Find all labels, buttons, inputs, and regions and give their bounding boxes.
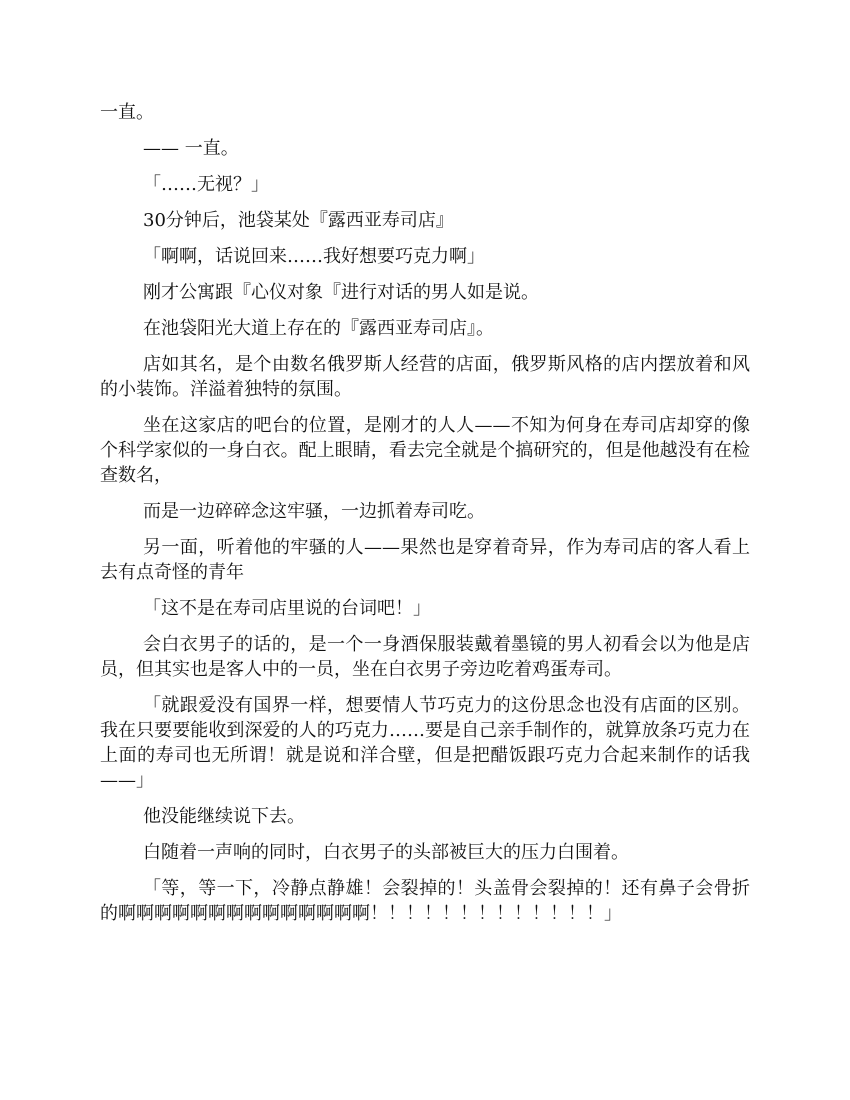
paragraph-4: 30分钟后，池袋某处『露西亚寿司店』 (143, 210, 454, 231)
paragraph-3: 「……无视？」 (143, 174, 269, 195)
paragraph-9: 坐在这家店的吧台的位置，是刚才的人人——不知为何身在寿司店却穿的像个科学家似的一身白衣。配上眼睛，看去完全就是个搞研究的，但是他越没有在检查数名， (100, 415, 750, 486)
document-page (100, 100, 750, 937)
paragraph-16: 白随着一声响的同时，白衣男子的头部被巨大的压力白围着。 (143, 842, 629, 863)
paragraph-12: 「这不是在寿司店里说的台词吧！」 (143, 598, 431, 619)
paragraph-2: —— 一直。 (143, 138, 239, 159)
paragraph-8: 店如其名，是个由数名俄罗斯人经营的店面，俄罗斯风格的店内摆放着和风的小装饰。洋溢着独特的氛围。 (100, 354, 750, 400)
paragraph-1: 一直。 (100, 102, 154, 123)
paragraph-10: 而是一边碎碎念这牢骚，一边抓着寿司吃。 (143, 501, 485, 522)
paragraph-7: 在池袋阳光大道上存在的『露西亚寿司店』。 (143, 318, 494, 339)
paragraph-17: 「等，等一下，冷静点静雄！会裂掉的！头盖骨会裂掉的！还有鼻子会骨折的啊啊啊啊啊啊啊啊啊啊啊啊啊啊！！！！！！！！！！！！！」 (100, 878, 750, 924)
paragraph-6: 刚才公寓跟『心仪对象『进行对话的男人如是说。 (143, 282, 539, 303)
paragraph-11: 另一面，听着他的牢骚的人——果然也是穿着奇异，作为寿司店的客人看上去有点奇怪的青年 (100, 537, 750, 583)
paragraph-5: 「啊啊，话说回来……我好想要巧克力啊」 (143, 246, 485, 267)
paragraph-14: 「就跟爱没有国界一样，想要情人节巧克力的这份思念也没有店面的区别。我在只要要能收到深爱的人的巧克力……要是自己亲手制作的，就算放条巧克力在上面的寿司也无所谓！就是说和洋合壁，但是把醋饭跟巧克力合起来制作的话我——」 (100, 695, 750, 791)
paragraph-13: 会白衣男子的话的，是一个一身酒保服装戴着墨镜的男人初看会以为他是店员，但其实也是客人中的一员，坐在白衣男子旁边吃着鸡蛋寿司。 (100, 634, 750, 680)
paragraph-15: 他没能继续说下去。 (143, 806, 305, 827)
